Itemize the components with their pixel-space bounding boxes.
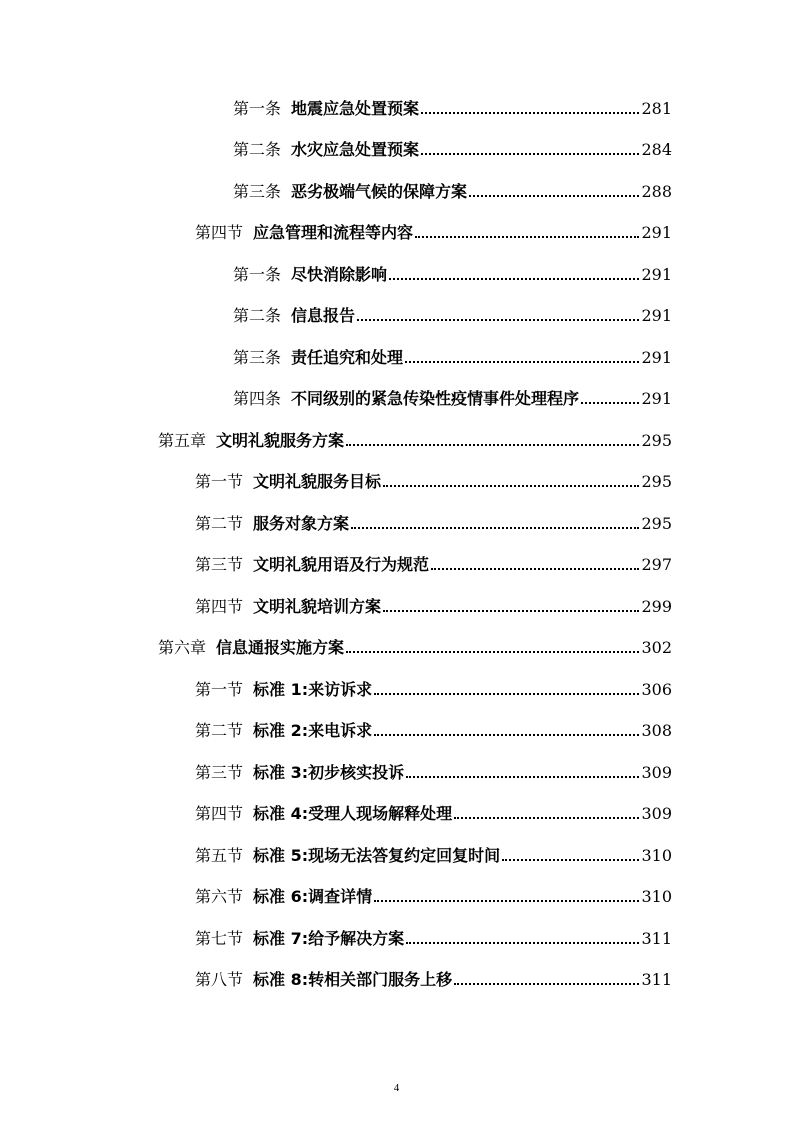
toc-entry-page: 291 (641, 306, 672, 326)
toc-entry-page: 311 (641, 970, 672, 990)
toc-entry[interactable] (0, 88, 793, 130)
dot-leader (389, 277, 639, 280)
dot-leader (357, 318, 639, 321)
toc-entry-title: 水灾应急处置预案 (291, 140, 420, 160)
dot-leader (431, 567, 639, 570)
toc-entry-page: 310 (641, 887, 672, 907)
toc-entry-title: 标准 7:给予解决方案 (253, 928, 405, 948)
toc-entry-number: 第一节 (195, 472, 244, 492)
toc-entry-page: 309 (641, 762, 672, 782)
toc-entry-number: 第四节 (195, 596, 244, 616)
toc-entry-page: 302 (641, 638, 672, 658)
dot-leader (421, 111, 639, 114)
toc-entry-page: 288 (641, 181, 672, 201)
toc-entry[interactable] (0, 877, 793, 919)
toc-entry[interactable] (0, 669, 793, 711)
toc-entry[interactable] (0, 337, 793, 379)
toc-entry-title: 标准 6:调查详情 (253, 887, 373, 907)
dot-leader (351, 526, 639, 529)
toc-entry-title: 文明礼貌用语及行为规范 (253, 555, 430, 575)
toc-entry[interactable] (0, 794, 793, 836)
toc-entry-page: 291 (641, 347, 672, 367)
toc-entry-number: 第一条 (233, 98, 282, 118)
toc-entry-number: 第三条 (233, 347, 282, 367)
toc-entry-number: 第五章 (158, 430, 207, 450)
dot-leader (346, 443, 639, 446)
toc-entry-number: 第三节 (195, 555, 244, 575)
toc-entry-number: 第一条 (233, 264, 282, 284)
toc-entry-page: 281 (641, 98, 672, 118)
toc-entry[interactable] (0, 254, 793, 296)
toc-entry[interactable] (0, 918, 793, 960)
toc-entry-page: 295 (641, 513, 672, 533)
toc-entry[interactable] (0, 379, 793, 421)
toc-entry[interactable] (0, 171, 793, 213)
toc-entry-title: 标准 8:转相关部门服务上移 (253, 970, 453, 990)
dot-leader (383, 609, 639, 612)
toc-entry-page: 291 (641, 389, 672, 409)
toc-entry[interactable] (0, 586, 793, 628)
toc-entry-page: 306 (641, 679, 672, 699)
dot-leader (383, 484, 639, 487)
dot-leader (454, 982, 639, 985)
toc-entry[interactable] (0, 711, 793, 753)
toc-entry[interactable] (0, 960, 793, 1002)
toc-entry[interactable] (0, 420, 793, 462)
toc-entry-page: 310 (641, 845, 672, 865)
toc-entry-page: 291 (641, 223, 672, 243)
toc-entry-number: 第四节 (195, 804, 244, 824)
dot-leader (581, 401, 639, 404)
dot-leader (406, 941, 639, 944)
toc-entry[interactable] (0, 213, 793, 255)
toc-entry[interactable] (0, 752, 793, 794)
toc-entry-title: 信息通报实施方案 (216, 638, 345, 658)
toc-entry[interactable] (0, 503, 793, 545)
toc-entry-number: 第六节 (195, 887, 244, 907)
dot-leader (469, 194, 639, 197)
toc-entry-title: 标准 2:来电诉求 (253, 721, 373, 741)
toc-entry-page: 299 (641, 596, 672, 616)
toc-entry-number: 第七节 (195, 928, 244, 948)
toc-entry-title: 地震应急处置预案 (291, 98, 420, 118)
toc-entry-title: 文明礼貌服务目标 (253, 472, 382, 492)
toc-entry-number: 第五节 (195, 845, 244, 865)
toc-entry-number: 第二节 (195, 513, 244, 533)
toc-entry-title: 文明礼貌服务方案 (216, 430, 345, 450)
toc-entry[interactable] (0, 462, 793, 504)
toc-entry-number: 第四条 (233, 389, 282, 409)
toc-entry[interactable] (0, 296, 793, 338)
toc-entry[interactable] (0, 628, 793, 670)
toc-entry-number: 第二条 (233, 306, 282, 326)
toc-entry-title: 责任追究和处理 (291, 347, 404, 367)
toc-entry-title: 标准 1:来访诉求 (253, 679, 373, 699)
toc-entry-number: 第二节 (195, 721, 244, 741)
toc-entry-title: 恶劣极端气候的保障方案 (291, 181, 468, 201)
toc-entry-title: 文明礼貌培训方案 (253, 596, 382, 616)
dot-leader (405, 360, 639, 363)
dot-leader (454, 816, 639, 819)
toc-entry-number: 第三条 (233, 181, 282, 201)
toc-entry-number: 第二条 (233, 140, 282, 160)
toc-entry-title: 标准 5:现场无法答复约定回复时间 (253, 845, 501, 865)
toc-entry-title: 标准 4:受理人现场解释处理 (253, 804, 453, 824)
toc-entry-number: 第八节 (195, 970, 244, 990)
toc-entry[interactable] (0, 835, 793, 877)
toc-entry[interactable] (0, 545, 793, 587)
toc-entry-page: 309 (641, 804, 672, 824)
toc-entry-page: 311 (641, 928, 672, 948)
toc-entry-title: 标准 3:初步核实投诉 (253, 762, 405, 782)
toc-entry-page: 308 (641, 721, 672, 741)
toc-entry-page: 295 (641, 472, 672, 492)
toc-entry-page: 297 (641, 555, 672, 575)
toc-entry-page: 291 (641, 264, 672, 284)
toc-entry-number: 第三节 (195, 762, 244, 782)
toc-entry[interactable] (0, 130, 793, 172)
toc-entry-title: 应急管理和流程等内容 (253, 223, 414, 243)
dot-leader (374, 692, 639, 695)
dot-leader (406, 775, 639, 778)
toc-entry-title: 不同级别的紧急传染性疫情事件处理程序 (291, 389, 580, 409)
dot-leader (374, 733, 639, 736)
toc-entry-number: 第四节 (195, 223, 244, 243)
toc-entry-page: 295 (641, 430, 672, 450)
dot-leader (415, 235, 639, 238)
toc-entry-number: 第六章 (158, 638, 207, 658)
toc-entry-number: 第一节 (195, 679, 244, 699)
toc-entry-title: 服务对象方案 (253, 513, 350, 533)
dot-leader (502, 858, 639, 861)
toc-entry-page: 284 (641, 140, 672, 160)
page-number: 4 (393, 1082, 400, 1094)
toc-entry-title: 尽快消除影响 (291, 264, 388, 284)
dot-leader (421, 152, 639, 155)
dot-leader (374, 899, 639, 902)
table-of-contents (0, 88, 793, 1001)
dot-leader (346, 650, 639, 653)
toc-entry-title: 信息报告 (291, 306, 356, 326)
